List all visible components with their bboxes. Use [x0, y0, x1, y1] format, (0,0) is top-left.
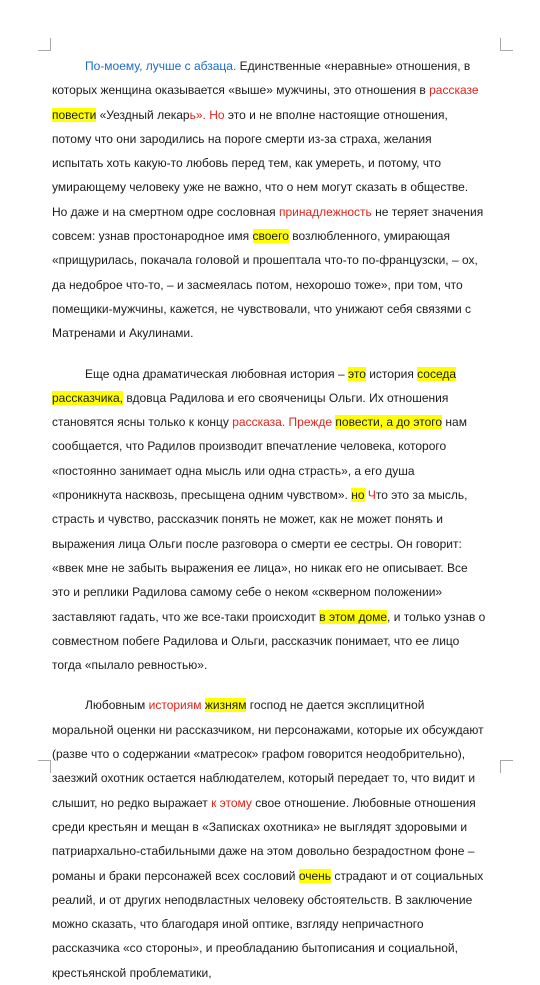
highlighted-text: своего [252, 229, 289, 244]
text-run: история [365, 366, 418, 381]
red-text: историям [148, 698, 202, 713]
highlighted-text: соседа рассказчика, [52, 366, 457, 405]
text-run: Еще одна драматическая любовная история – [85, 366, 348, 381]
highlighted-text: в этом доме [319, 609, 388, 624]
highlighted-text: очень [298, 868, 332, 883]
text-run: не теряет значения совсем: узнав простонародное имя [52, 204, 484, 244]
highlighted-text: повести [52, 107, 97, 122]
text-run: свое отношение. Любовные отношения среди крестьян и мещан в «Записках охотника» не выглядят здоровыми и патриархально-стабильными даже на этом довольно безрадостном фоне – романы и браки персонажей всех сословий [52, 795, 476, 883]
highlighted-text: повести, а до этого [335, 415, 443, 430]
red-text: Но [209, 107, 225, 122]
blue-comment-text: По-моему, лучше с абзаца. [85, 59, 237, 73]
red-text: ь». [189, 107, 206, 122]
text-run: , и только узнав о совместном побеге Радилова и Ольги, рассказчик понимает, что ее лицо тогда «пылало ревностью». [52, 609, 486, 673]
highlighted-text: это [347, 366, 366, 381]
paragraph-2 [52, 362, 486, 678]
red-text: рассказа. [232, 415, 286, 430]
paragraph-3 [52, 693, 486, 985]
highlighted-text: но [351, 488, 365, 503]
text-run: господ не дается эксплицитной моральной оценки ни рассказчиком, ни персонажами, которые их обсуждают (разве что о содержании «матресок» графом говорится неодобрительно), заезжий охотник остается наблюдателем, который передает то, что видит и слышит, но редко выражает [52, 698, 484, 810]
red-text: Ч [367, 488, 376, 503]
text-run: возлюбленного, умирающая «прищурилась, покачала головой и прошептала что-то по-французски, – ох, да недоброе что-то, – и засмеялась потом, нехорошо тоже», при том, что помещики-мужчины, кажется, не чувствовали, что унижают себя связями с Матренами и Акулинами. [52, 229, 478, 341]
text-run: «Уездный лекар [96, 107, 190, 122]
text-run: то это за мысль, страсть и чувство, рассказчик понять не может, как не может понять и выражения лица Ольги после разговора о смерти ее сестры. Он говорит: «ввек мне не забыть выражения ее лица», но никак его не описывает. Все это и реплики Радилова самому себе о неком «скверном положении» заставляют гадать, что же все-таки происходит [52, 488, 468, 624]
document-body[interactable] [52, 54, 486, 985]
paragraph-1 [52, 54, 486, 346]
text-run: страдают и от социальных реалий, и от других неподвластных человеку обстоятельств. В заключение можно сказать, что благодаря иной оптике, взгляду непричастного рассказчика «со стороны», и преобладанию бытописания и социальной, крестьянской проблематики, [52, 868, 484, 980]
text-run: нам сообщается, что Радилов производит впечатление человека, которого «постоянно занимает одна мысль или одна страсть», а его душа «проникнута насквозь, пресыщена одним чувством». [52, 415, 467, 503]
red-text: к этому [211, 795, 252, 810]
text-run: Любовным [85, 698, 149, 713]
text-run: вдовца Радилова и его свояченицы Ольги. Их отношения становятся ясны только к концу [52, 390, 449, 430]
red-text: Прежде [288, 415, 333, 430]
margin-corner-bottom-left [38, 760, 51, 773]
text-run: это и не вполне настоящие отношения, потому что они зародились на пороге смерти из-за страха, желания испытать хоть какую-то любовь перед тем, как умереть, и потому, что умирающему человеку уже не важно, что о нем могут сказать в обществе. Но даже и на смертном одре сословная [52, 107, 469, 219]
margin-corner-top-left [38, 38, 51, 51]
margin-corner-bottom-right [500, 760, 513, 773]
red-text: рассказе [429, 83, 479, 98]
margin-corner-top-right [500, 38, 513, 51]
text-run: Единственные «неравные» отношения, в которых женщина оказывается «выше» мужчины, это отношения в [52, 59, 471, 98]
red-text: принадлежность [279, 204, 372, 219]
highlighted-text: жизням [204, 698, 247, 713]
